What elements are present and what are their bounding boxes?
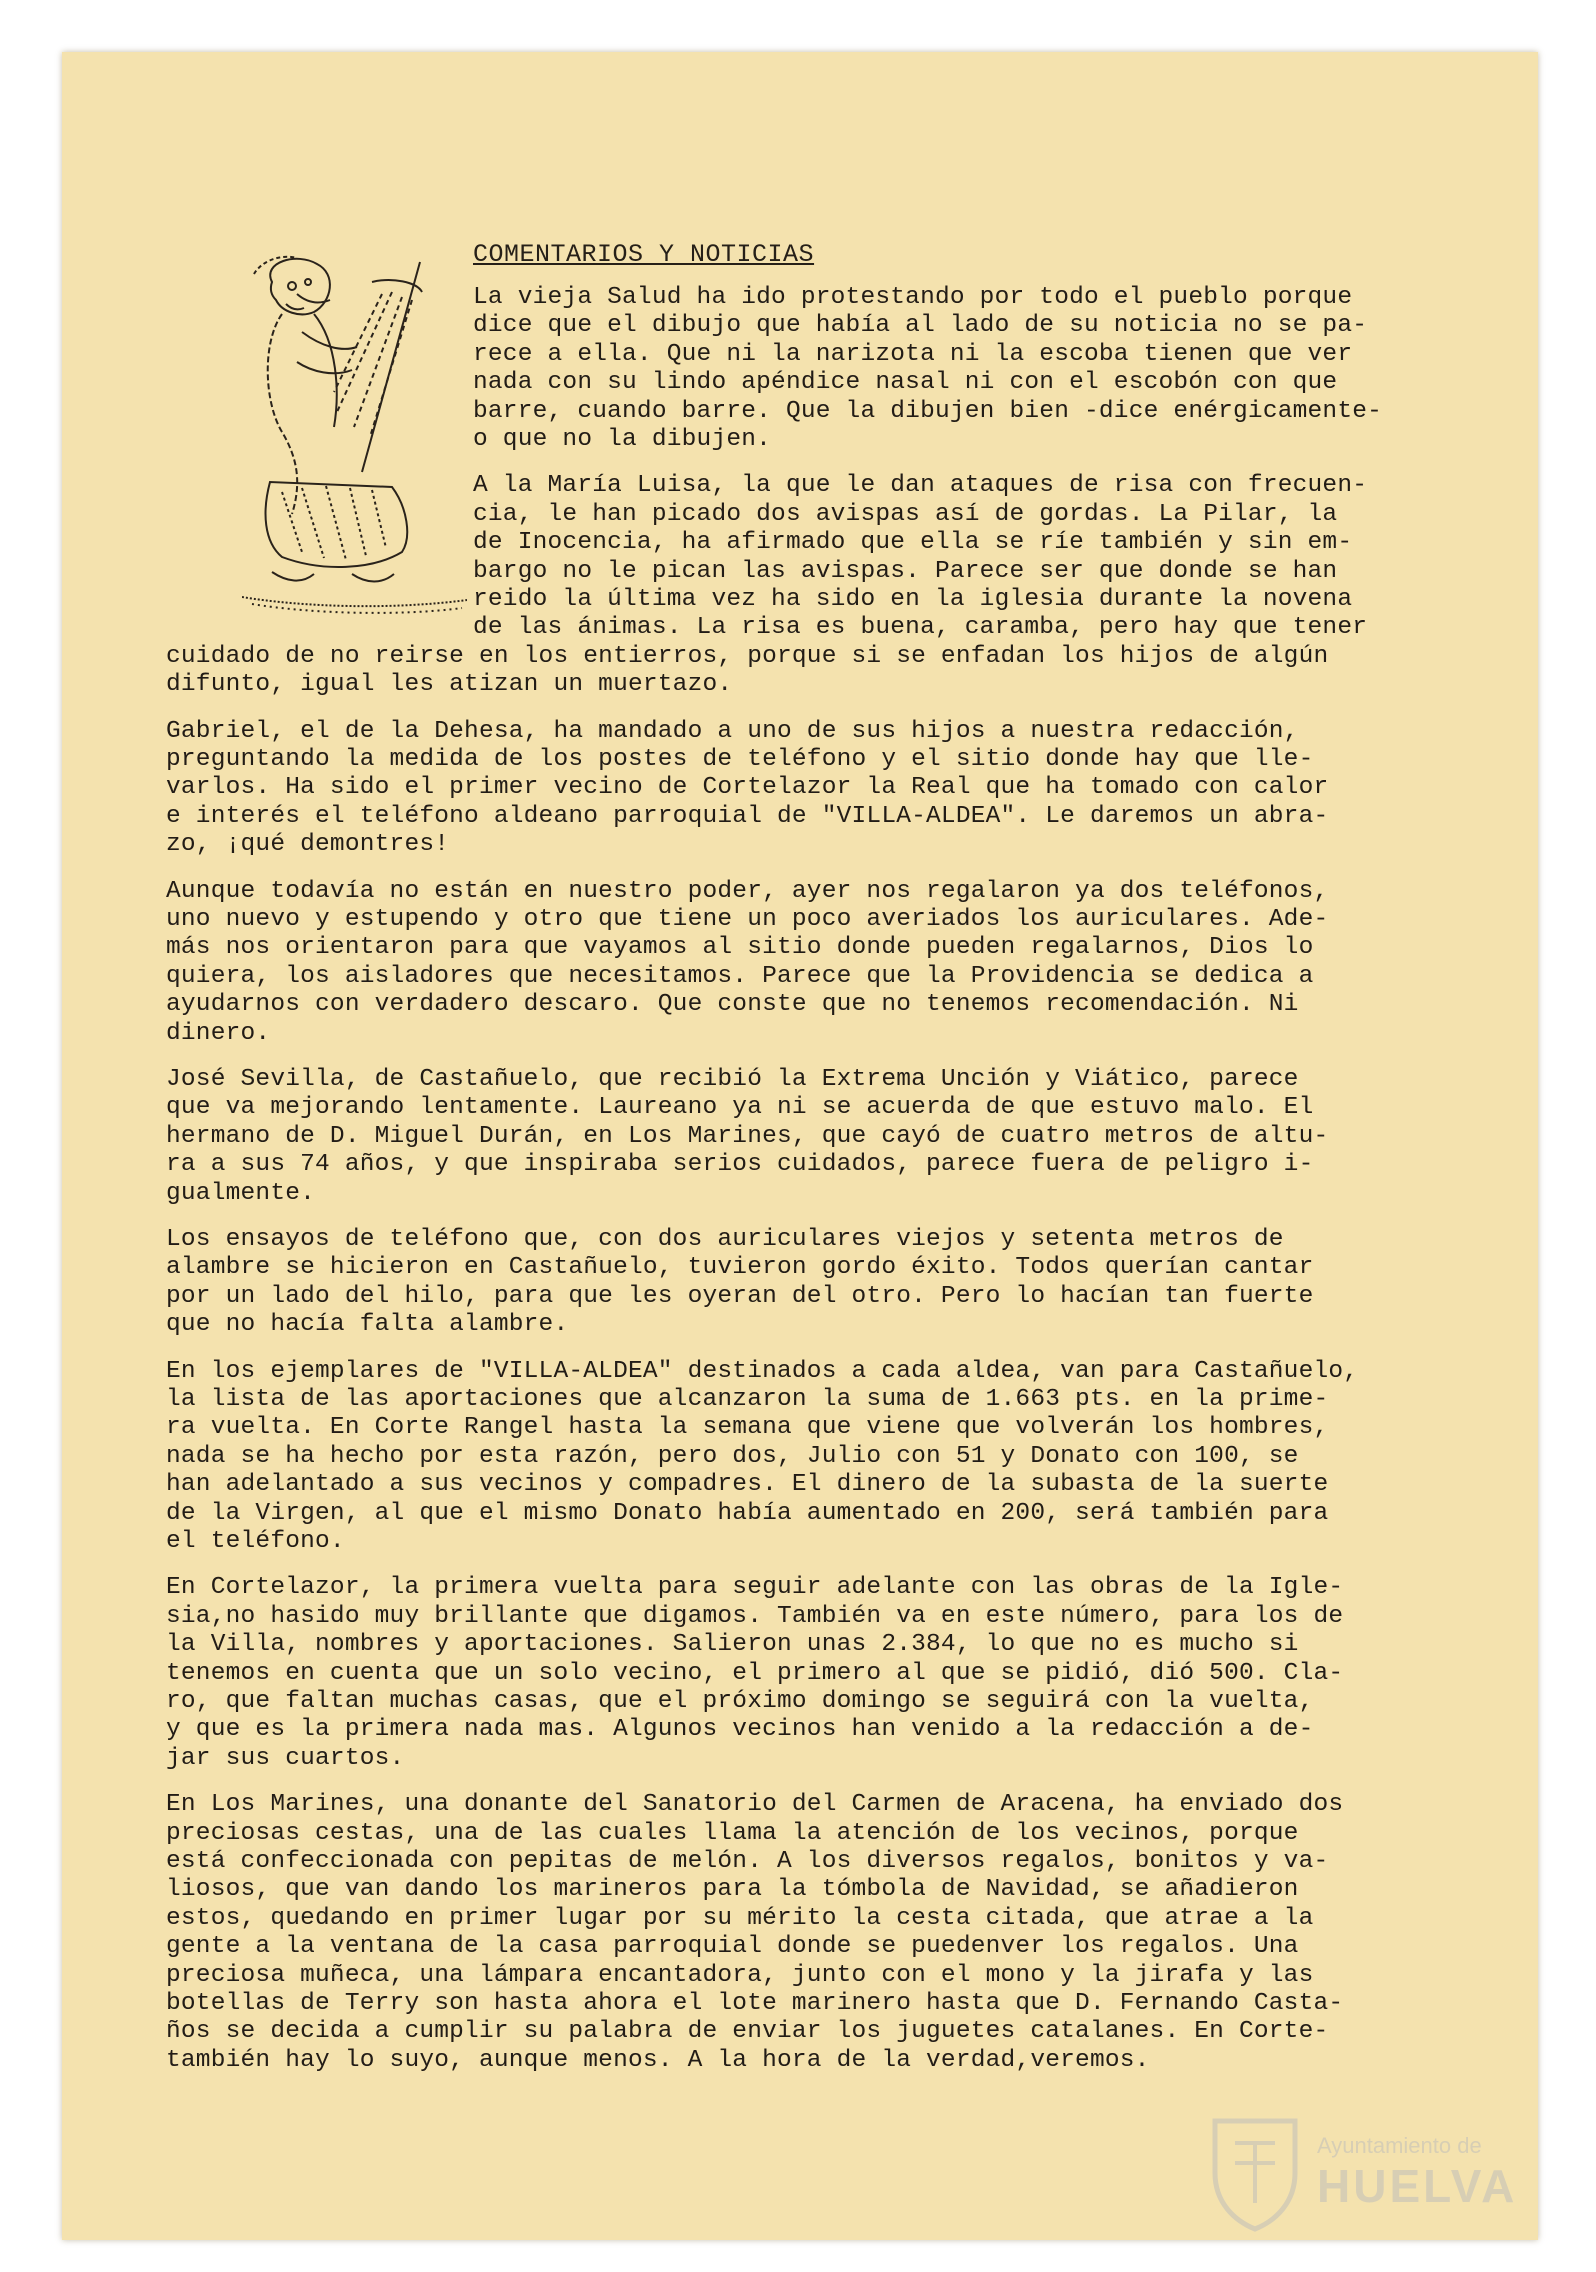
text-line: de las ánimas. La risa es buena, caramba, pero hay que tener bbox=[473, 614, 1368, 641]
text-line: quiera, los aisladores que necesitamos. Parece que la Providencia se dedica a bbox=[166, 963, 1314, 990]
text-line: cia, le han picado dos avispas así de gordas. La Pilar, la bbox=[473, 501, 1338, 528]
watermark bbox=[1205, 2113, 1525, 2233]
text-line: está confeccionada con pepitas de melón. A los diversos regalos, bonitos y va- bbox=[166, 1848, 1329, 1875]
text-line: varlos. Ha sido el primer vecino de Cortelazor la Real que ha tomado con calor bbox=[166, 774, 1329, 801]
text-line: A la María Luisa, la que le dan ataques de risa con frecuen- bbox=[473, 472, 1368, 499]
text-line: estos, quedando en primer lugar por su mérito la cesta citada, que atrae a la bbox=[166, 1905, 1314, 1932]
text-line: por un lado del hilo, para que les oyeran del otro. Pero lo hacían tan fuerte bbox=[166, 1283, 1314, 1310]
text-line: ños se decida a cumplir su palabra de enviar los juguetes catalanes. En Corte- bbox=[166, 2018, 1329, 2045]
text-line: Gabriel, el de la Dehesa, ha mandado a uno de sus hijos a nuestra redacción, bbox=[166, 718, 1299, 745]
watermark-line1: Ayuntamiento de bbox=[1317, 2133, 1482, 2158]
text-line: más nos orientaron para que vayamos al sitio donde pueden regalarnos, Dios lo bbox=[166, 934, 1314, 961]
text-line: gente a la ventana de la casa parroquial donde se puedenver los regalos. Una bbox=[166, 1933, 1299, 1960]
text-line: bargo no le pican las avispas. Parece ser que donde se han bbox=[473, 558, 1338, 585]
text-line: ra vuelta. En Corte Rangel hasta la semana que viene que volverán los hombres, bbox=[166, 1414, 1329, 1441]
watermark-line2: HUELVA bbox=[1317, 2160, 1518, 2212]
text-line: reido la última vez ha sido en la iglesia durante la novena bbox=[473, 586, 1353, 613]
text-line: Aunque todavía no están en nuestro poder, ayer nos regalaron ya dos teléfonos, bbox=[166, 878, 1329, 905]
text-line: que no hacía falta alambre. bbox=[166, 1311, 569, 1338]
text-line: zo, ¡qué demontres! bbox=[166, 831, 450, 858]
text-line: rece a ella. Que ni la narizota ni la escoba tienen que ver bbox=[473, 341, 1353, 368]
text-line: o que no la dibujen. bbox=[473, 426, 772, 453]
text-line: preciosas cestas, una de las cuales llama la atención de los vecinos, porque bbox=[166, 1820, 1299, 1847]
text-line: José Sevilla, de Castañuelo, que recibió la Extrema Unción y Viático, parece bbox=[166, 1066, 1299, 1093]
text-line: nada se ha hecho por esta razón, pero dos, Julio con 51 y Donato con 100, se bbox=[166, 1443, 1299, 1470]
text-line: ra a sus 74 años, y que inspiraba serios cuidados, parece fuera de peligro i- bbox=[166, 1151, 1314, 1178]
text-line: preguntando la medida de los postes de teléfono y el sitio donde hay que lle- bbox=[166, 746, 1314, 773]
text-line: e interés el teléfono aldeano parroquial de "VILLA-ALDEA". Le daremos un abra- bbox=[166, 803, 1329, 830]
text-line: dice que el dibujo que había al lado de su noticia no se pa- bbox=[473, 312, 1368, 339]
text-line: de la Virgen, al que el mismo Donato había aumentado en 200, será también para bbox=[166, 1500, 1329, 1527]
text-line: En Cortelazor, la primera vuelta para seguir adelante con las obras de la Igle- bbox=[166, 1574, 1344, 1601]
text-line: de Inocencia, ha afirmado que ella se ríe también y sin em- bbox=[473, 529, 1353, 556]
text-line: ro, que faltan muchas casas, que el próximo domingo se seguirá con la vuelta, bbox=[166, 1688, 1314, 1715]
text-line: gualmente. bbox=[166, 1180, 316, 1207]
text-line: han adelantado a sus vecinos y compadres. El dinero de la subasta de la suerte bbox=[166, 1471, 1329, 1498]
text-line: En los ejemplares de "VILLA-ALDEA" destinados a cada aldea, van para Castañuelo, bbox=[166, 1358, 1359, 1385]
old-woman-sweeping-illustration bbox=[242, 252, 467, 622]
text-line: Los ensayos de teléfono que, con dos auriculares viejos y setenta metros de bbox=[166, 1226, 1284, 1253]
text-line: cuidado de no reirse en los entierros, porque si se enfadan los hijos de algún bbox=[166, 643, 1329, 670]
text-line: liosos, que van dando los marineros para la tómbola de Navidad, se añadieron bbox=[166, 1876, 1299, 1903]
text-line: la lista de las aportaciones que alcanzaron la suma de 1.663 pts. en la prime- bbox=[166, 1386, 1329, 1413]
text-line: barre, cuando barre. Que la dibujen bien -dice enérgicamente- bbox=[473, 398, 1383, 425]
text-line: botellas de Terry son hasta ahora el lote marinero hasta que D. Fernando Casta- bbox=[166, 1990, 1344, 2017]
text-line: hermano de D. Miguel Durán, en Los Marines, que cayó de cuatro metros de altu- bbox=[166, 1123, 1329, 1150]
page-title: COMENTARIOS Y NOTICIAS bbox=[473, 240, 815, 269]
text-line: tenemos en cuenta que un solo vecino, el primero al que se pidió, dió 500. Cla- bbox=[166, 1660, 1344, 1687]
text-line: La vieja Salud ha ido protestando por todo el pueblo porque bbox=[473, 284, 1353, 311]
text-line: difunto, igual les atizan un muertazo. bbox=[166, 671, 733, 698]
shield-icon bbox=[1205, 2113, 1305, 2233]
text-line: alambre se hicieron en Castañuelo, tuvieron gordo éxito. Todos querían cantar bbox=[166, 1254, 1314, 1281]
text-line: y que es la primera nada mas. Algunos vecinos han venido a la redacción a de- bbox=[166, 1716, 1314, 1743]
text-line: el teléfono. bbox=[166, 1528, 345, 1555]
text-line: preciosa muñeca, una lámpara encantadora, junto con el mono y la jirafa y las bbox=[166, 1962, 1314, 1989]
text-line: la Villa, nombres y aportaciones. Salieron unas 2.384, lo que no es mucho si bbox=[166, 1631, 1299, 1658]
text-line: ayudarnos con verdadero descaro. Que conste que no tenemos recomendación. Ni bbox=[166, 991, 1299, 1018]
text-line: sia,no hasido muy brillante que digamos. También va en este número, para los de bbox=[166, 1603, 1344, 1630]
text-line: que va mejorando lentamente. Laureano ya ni se acuerda de que estuvo malo. El bbox=[166, 1094, 1314, 1121]
text-line: En Los Marines, una donante del Sanatorio del Carmen de Aracena, ha enviado dos bbox=[166, 1791, 1344, 1818]
text-line: también hay lo suyo, aunque menos. A la hora de la verdad,veremos. bbox=[166, 2047, 1150, 2074]
text-line: nada con su lindo apéndice nasal ni con el escobón con que bbox=[473, 369, 1338, 396]
text-line: dinero. bbox=[166, 1020, 271, 1047]
text-line: jar sus cuartos. bbox=[166, 1745, 405, 1772]
text-line: uno nuevo y estupendo y otro que tiene un poco averiados los auriculares. Ade- bbox=[166, 906, 1329, 933]
